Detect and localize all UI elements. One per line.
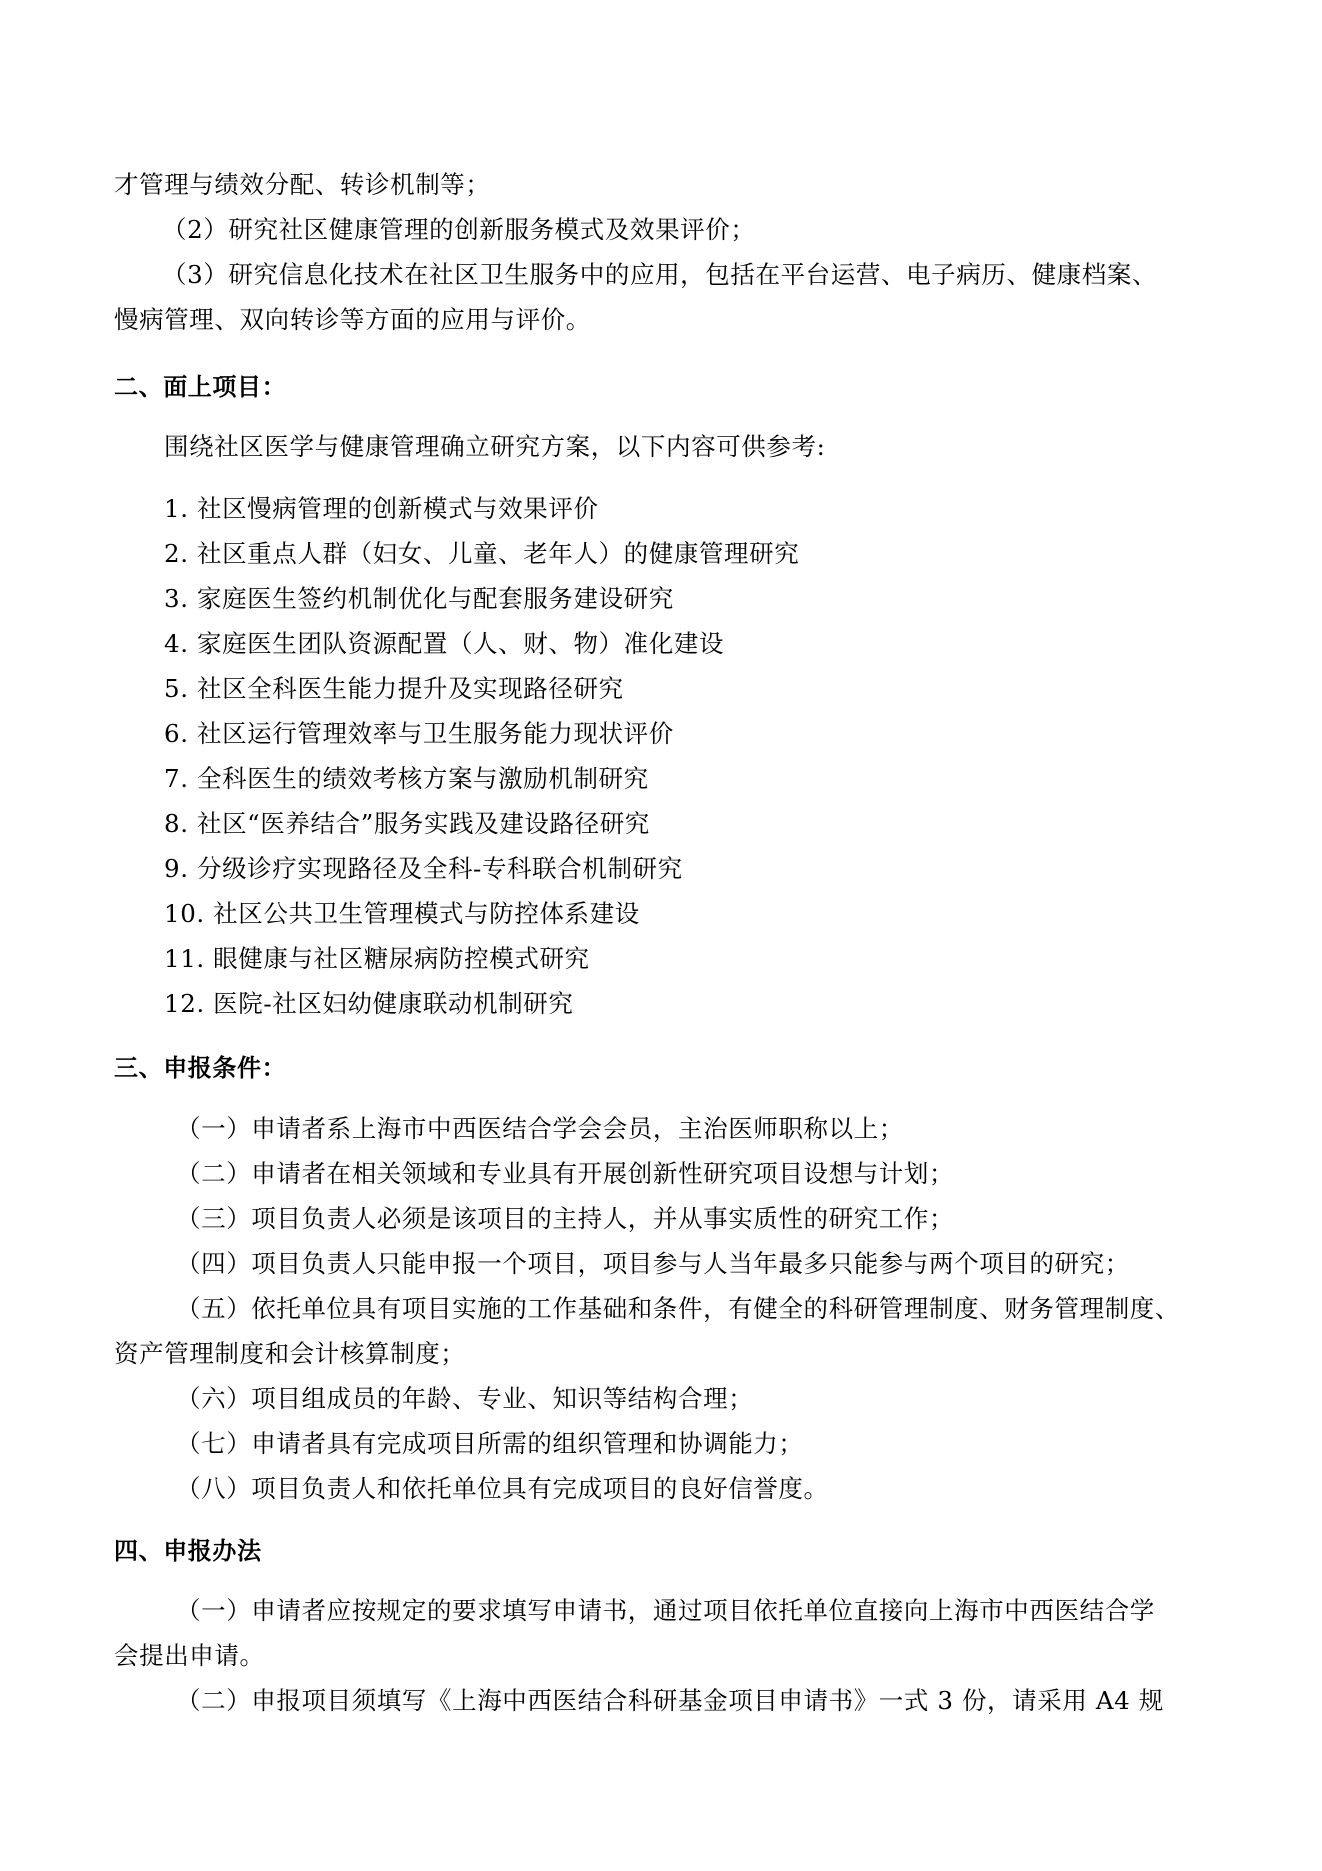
- section-4-line-3: （二）申报项目须填写《上海中西医结合科研基金项目申请书》一式 3 份，请采用 A4 规: [176, 1686, 1164, 1715]
- section-2-item-6: 6. 社区运行管理效率与卫生服务能力现状评价: [164, 719, 674, 748]
- section-3-item-6: （六）项目组成员的年龄、专业、知识等结构合理；: [176, 1384, 754, 1413]
- section-2-item-3: 3. 家庭医生签约机制优化与配套服务建设研究: [164, 584, 674, 613]
- section-3-item-5-line-1: （五）依托单位具有项目实施的工作基础和条件，有健全的科研管理制度、财务管理制度、: [176, 1294, 1180, 1323]
- section-2-item-10: 10. 社区公共卫生管理模式与防控体系建设: [164, 899, 640, 928]
- intro-line-1: 才管理与绩效分配、转诊机制等；: [114, 170, 491, 199]
- intro-item-2: （2）研究社区健康管理的创新服务模式及效果评价；: [162, 215, 756, 244]
- intro-item-3-line-2: 慢病管理、双向转诊等方面的应用与评价。: [114, 305, 591, 334]
- section-3-item-3: （三）项目负责人必须是该项目的主持人，并从事实质性的研究工作；: [176, 1204, 955, 1233]
- section-2-item-9: 9. 分级诊疗实现路径及全科-专科联合机制研究: [164, 854, 683, 883]
- section-3-item-5-line-2: 资产管理制度和会计核算制度；: [114, 1339, 466, 1368]
- intro-item-3-line-1: （3）研究信息化技术在社区卫生服务中的应用，包括在平台运营、电子病历、健康档案、: [162, 260, 1158, 289]
- section-2-intro: 围绕社区医学与健康管理确立研究方案，以下内容可供参考:: [164, 432, 826, 461]
- section-2-item-5: 5. 社区全科医生能力提升及实现路径研究: [164, 674, 624, 703]
- section-2-item-4: 4. 家庭医生团队资源配置（人、财、物）准化建设: [164, 629, 725, 658]
- section-3-item-7: （七）申请者具有完成项目所需的组织管理和协调能力；: [176, 1429, 804, 1458]
- section-2-item-2: 2. 社区重点人群（妇女、儿童、老年人）的健康管理研究: [164, 539, 800, 568]
- section-4-line-1: （一）申请者应按规定的要求填写申请书，通过项目依托单位直接向上海市中西医结合学: [176, 1596, 1155, 1625]
- section-3-item-4: （四）项目负责人只能申报一个项目，项目参与人当年最多只能参与两个项目的研究；: [176, 1249, 1130, 1278]
- section-2-item-1: 1. 社区慢病管理的创新模式与效果评价: [164, 494, 599, 523]
- section-2-heading: 二、面上项目：: [114, 373, 287, 401]
- section-3-item-2: （二）申请者在相关领域和专业具有开展创新性研究项目设想与计划；: [176, 1159, 955, 1188]
- section-4-heading: 四、申报办法: [114, 1537, 262, 1565]
- section-4-line-2: 会提出申请。: [114, 1641, 265, 1670]
- section-2-item-8: 8. 社区“医养结合”服务实践及建设路径研究: [164, 809, 650, 838]
- section-3-heading: 三、申报条件：: [114, 1054, 287, 1082]
- section-2-item-7: 7. 全科医生的绩效考核方案与激励机制研究: [164, 764, 649, 793]
- section-2-item-11: 11. 眼健康与社区糖尿病防控模式研究: [164, 944, 590, 973]
- section-3-item-8: （八）项目负责人和依托单位具有完成项目的良好信誉度。: [176, 1474, 829, 1503]
- section-3-item-1: （一）申请者系上海市中西医结合学会会员，主治医师职称以上；: [176, 1114, 904, 1143]
- section-2-item-12: 12. 医院-社区妇幼健康联动机制研究: [164, 989, 574, 1018]
